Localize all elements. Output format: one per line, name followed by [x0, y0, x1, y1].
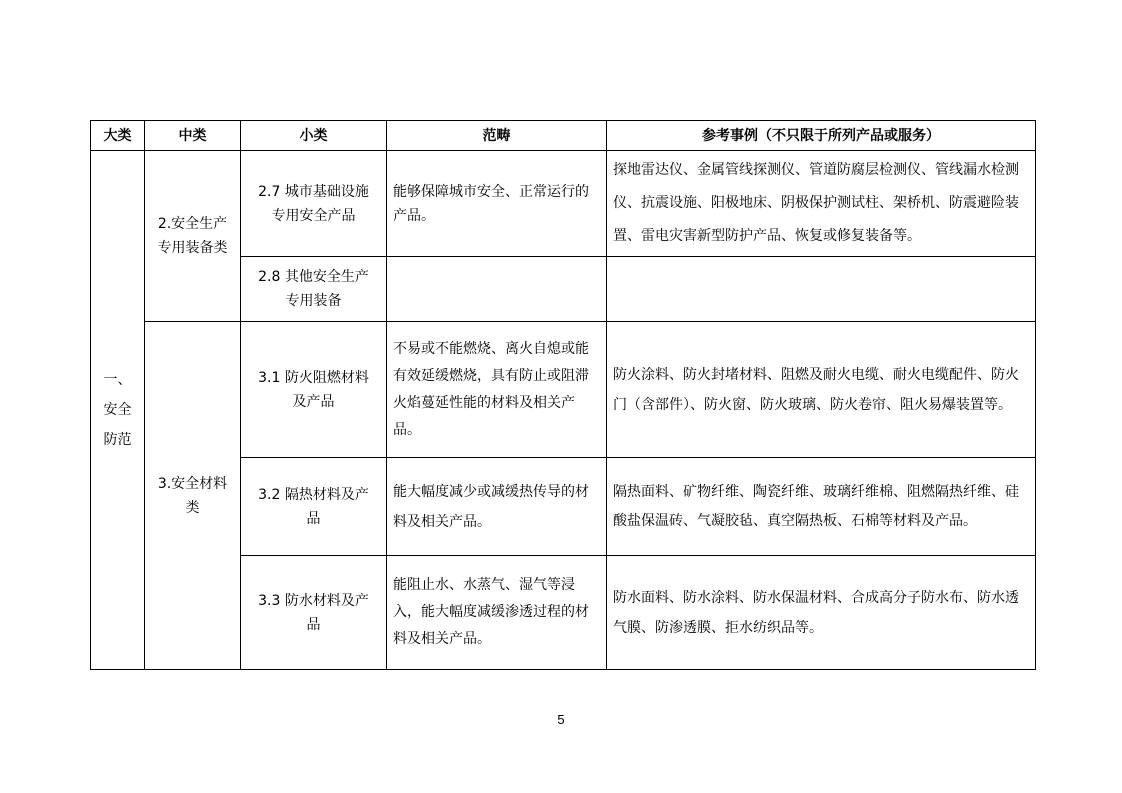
- header-examples: 参考事例（不只限于所列产品或服务）: [607, 121, 1036, 151]
- examples-cell: [607, 257, 1036, 322]
- page-number: 5: [557, 712, 565, 727]
- scope-cell: 能够保障城市安全、正常运行的产品。: [387, 151, 607, 257]
- sub-category: 3.3 防水材料及产品: [241, 556, 387, 670]
- header-major: 大类: [91, 121, 145, 151]
- examples-cell: 探地雷达仪、金属管线探测仪、管道防腐层检测仪、管线漏水检测仪、抗震设施、阳极地床、阴极保护测试柱、架桥机、防震避险装置、雷电灾害新型防护产品、恢复或修复装备等。: [607, 151, 1036, 257]
- mid-category: 2.安全生产专用装备类: [145, 151, 241, 322]
- sub-category: 2.8 其他安全生产专用装备: [241, 257, 387, 322]
- examples-cell: 防水面料、防水涂料、防水保温材料、合成高分子防水布、防水透气膜、防渗透膜、拒水纺织品等。: [607, 556, 1036, 670]
- table-row: [91, 322, 1036, 458]
- scope-cell: 不易或不能燃烧、离火自熄或能有效延缓燃烧，具有防止或阻滞火焰蔓延性能的材料及相关产品。: [387, 322, 607, 458]
- sub-category: 3.2 隔热材料及产品: [241, 458, 387, 556]
- sub-category: 2.7 城市基础设施专用安全产品: [241, 151, 387, 257]
- header-row: [91, 121, 1036, 151]
- examples-cell: 隔热面料、矿物纤维、陶瓷纤维、玻璃纤维棉、阻燃隔热纤维、硅酸盐保温砖、气凝胶毡、真空隔热板、石棉等材料及产品。: [607, 458, 1036, 556]
- header-scope: 范畴: [387, 121, 607, 151]
- table-row: [91, 151, 1036, 257]
- catalog-table: [90, 120, 1036, 670]
- header-sub: 小类: [241, 121, 387, 151]
- scope-cell: 能大幅度减少或减缓热传导的材料及相关产品。: [387, 458, 607, 556]
- sub-category: 3.1 防火阻燃材料及产品: [241, 322, 387, 458]
- scope-cell: [387, 257, 607, 322]
- header-mid: 中类: [145, 121, 241, 151]
- mid-category: 3.安全材料类: [145, 322, 241, 670]
- major-category: 一、安全防范: [91, 151, 145, 670]
- scope-cell: 能阻止水、水蒸气、湿气等浸入，能大幅度减缓渗透过程的材料及相关产品。: [387, 556, 607, 670]
- examples-cell: 防火涂料、防火封堵材料、阻燃及耐火电缆、耐火电缆配件、防火门（含部件）、防火窗、防火玻璃、防火卷帘、阻火易爆装置等。: [607, 322, 1036, 458]
